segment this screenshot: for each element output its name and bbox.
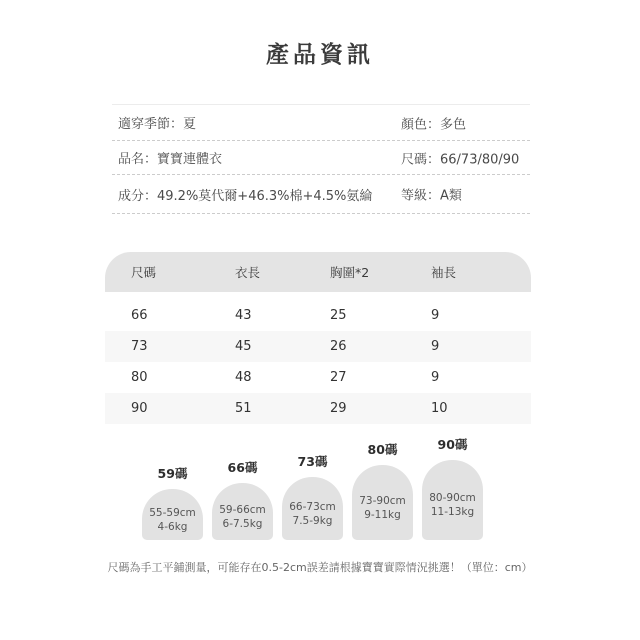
table-row bbox=[105, 331, 531, 362]
height-range: 55-59cm bbox=[149, 506, 196, 519]
cell-size: 90 bbox=[131, 401, 148, 416]
garment-silhouette-icon bbox=[422, 460, 483, 540]
size-guide-label: 59碼 bbox=[157, 466, 188, 481]
cell-size: 80 bbox=[131, 370, 148, 385]
attribute-season: 適穿季節：夏 bbox=[118, 117, 197, 132]
size-guide-item-59 bbox=[142, 464, 203, 540]
size-guide-label: 80碼 bbox=[367, 442, 398, 457]
attribute-composition: 成分：49.2%莫代爾+46.3%棉+4.5%氨綸 bbox=[118, 188, 373, 204]
cell-chest: 27 bbox=[330, 370, 347, 385]
column-header-chest: 胸圍*2 bbox=[330, 265, 370, 280]
table-row bbox=[105, 300, 531, 331]
size-guide-label: 90碼 bbox=[437, 437, 468, 452]
measurement-disclaimer: 尺碼為手工平鋪測量，可能存在0.5-2cm誤差請根據寶寶實際情況挑選！（單位：cm） bbox=[107, 561, 533, 574]
size-guide-item-73 bbox=[282, 452, 343, 540]
cell-garment-length: 45 bbox=[235, 339, 252, 354]
height-range: 59-66cm bbox=[219, 503, 266, 516]
cell-chest: 25 bbox=[330, 308, 347, 323]
table-row bbox=[105, 393, 531, 424]
product-attributes bbox=[112, 104, 530, 214]
size-guide-item-80 bbox=[352, 440, 413, 540]
garment-silhouette-icon bbox=[212, 483, 273, 540]
table-row bbox=[105, 362, 531, 393]
measurement-table-body bbox=[105, 300, 531, 424]
garment-silhouette-icon bbox=[282, 477, 343, 540]
cell-chest: 29 bbox=[330, 401, 347, 416]
cell-sleeve-length: 10 bbox=[431, 401, 448, 416]
cell-garment-length: 48 bbox=[235, 370, 252, 385]
size-guide-item-66 bbox=[212, 458, 273, 540]
column-header-garment-length: 衣長 bbox=[235, 265, 261, 280]
cell-chest: 26 bbox=[330, 339, 347, 354]
cell-garment-length: 51 bbox=[235, 401, 252, 416]
cell-sleeve-length: 9 bbox=[431, 370, 440, 385]
weight-range: 9-11kg bbox=[364, 508, 401, 521]
height-range: 73-90cm bbox=[359, 494, 406, 507]
attribute-grade: 等級：A類 bbox=[401, 188, 462, 204]
height-range: 80-90cm bbox=[429, 492, 476, 504]
page-title: 產品資訊 bbox=[266, 42, 374, 68]
measurement-table-header bbox=[105, 252, 531, 292]
cell-size: 73 bbox=[131, 339, 148, 354]
attribute-row-season-color bbox=[112, 105, 530, 141]
weight-range: 6-7.5kg bbox=[222, 517, 263, 530]
attribute-sizes: 尺碼：66/73/80/90 bbox=[401, 152, 520, 167]
height-range: 66-73cm bbox=[289, 500, 336, 513]
cell-sleeve-length: 9 bbox=[431, 339, 440, 354]
garment-silhouette-icon bbox=[352, 465, 413, 540]
attribute-color: 顏色：多色 bbox=[401, 117, 467, 132]
column-header-size: 尺碼 bbox=[131, 265, 157, 280]
weight-range: 7.5-9kg bbox=[292, 514, 333, 527]
size-guide-item-90 bbox=[422, 435, 483, 540]
attribute-row-composition-grade bbox=[112, 175, 530, 214]
weight-range: 4-6kg bbox=[157, 520, 188, 533]
weight-range: 11-13kg bbox=[430, 506, 475, 518]
garment-silhouette-icon bbox=[142, 489, 203, 540]
size-guide-label: 66碼 bbox=[227, 460, 258, 475]
size-guide-label: 73碼 bbox=[297, 454, 328, 469]
cell-sleeve-length: 9 bbox=[431, 308, 440, 323]
cell-garment-length: 43 bbox=[235, 308, 252, 323]
measurement-table bbox=[105, 252, 531, 424]
cell-size: 66 bbox=[131, 308, 148, 323]
attribute-row-name-size bbox=[112, 141, 530, 175]
column-header-sleeve-length: 袖長 bbox=[431, 265, 457, 280]
size-guide bbox=[142, 437, 483, 540]
attribute-product-name: 品名：寶寶連體衣 bbox=[118, 152, 223, 167]
